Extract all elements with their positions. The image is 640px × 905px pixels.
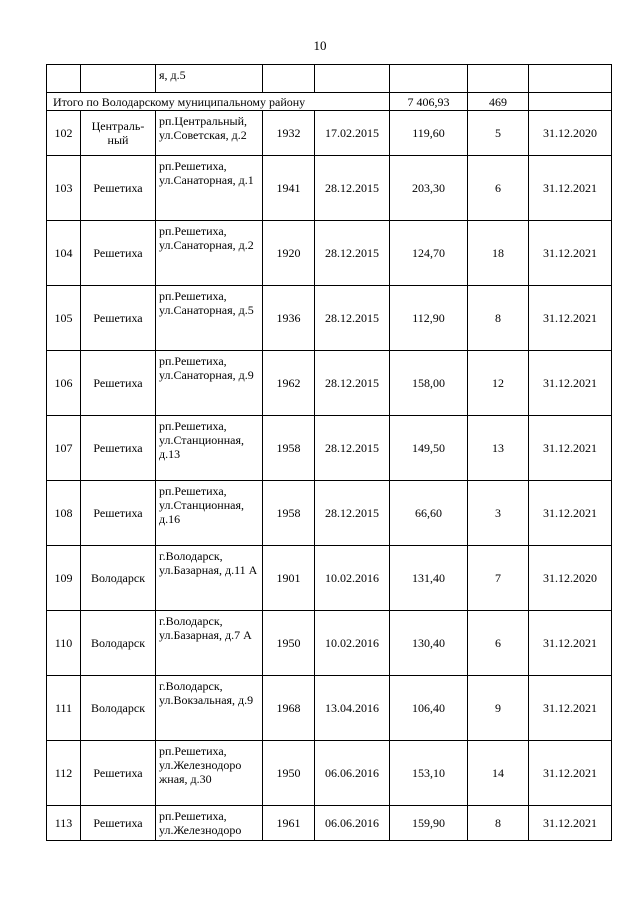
locality-cell: Решетиха: [81, 481, 156, 546]
locality-cell: Решетиха: [81, 156, 156, 221]
table-row: [47, 65, 612, 93]
address-cell: рп.Решетиха, ул.Санаторная, д.2: [156, 221, 263, 286]
locality-cell: Решетиха: [81, 416, 156, 481]
address-cell: я, д.5: [156, 65, 263, 93]
residents-cell: 5: [468, 111, 529, 156]
row-number-cell: 113: [47, 806, 81, 841]
locality-cell: Володарск: [81, 676, 156, 741]
total-row: [47, 93, 612, 111]
deadline-cell: 31.12.2020: [529, 111, 612, 156]
date-cell: 10.02.2016: [315, 611, 390, 676]
deadline-cell: 31.12.2021: [529, 351, 612, 416]
total-area: 7 406,93: [390, 93, 468, 111]
row-number-cell: 111: [47, 676, 81, 741]
deadline-cell: 31.12.2021: [529, 676, 612, 741]
date-cell: 28.12.2015: [315, 286, 390, 351]
residents-cell: 14: [468, 741, 529, 806]
residents-cell: 9: [468, 676, 529, 741]
address-cell: рп.Решетиха, ул.Санаторная, д.1: [156, 156, 263, 221]
total-label: Итого по Володарскому муниципальному району: [47, 93, 390, 111]
address-cell: г.Володарск, ул.Базарная, д.11 А: [156, 546, 263, 611]
date-cell: 06.06.2016: [315, 806, 390, 841]
table-row: [47, 221, 612, 286]
deadline-cell: 31.12.2021: [529, 221, 612, 286]
deadline-cell: 31.12.2020: [529, 546, 612, 611]
year-cell: 1961: [263, 806, 315, 841]
year-cell: 1932: [263, 111, 315, 156]
locality-cell: Решетиха: [81, 351, 156, 416]
row-number-cell: 108: [47, 481, 81, 546]
deadline-cell: 31.12.2021: [529, 611, 612, 676]
residents-cell: 6: [468, 156, 529, 221]
locality-cell: Решетиха: [81, 741, 156, 806]
locality-cell: Централь-ный: [81, 111, 156, 156]
row-number-cell: 110: [47, 611, 81, 676]
locality-cell: Решетиха: [81, 221, 156, 286]
date-cell: 28.12.2015: [315, 351, 390, 416]
residents-cell: 8: [468, 286, 529, 351]
year-cell: 1950: [263, 741, 315, 806]
residents-cell: 7: [468, 546, 529, 611]
housing-table: [46, 64, 612, 841]
table-row: [47, 416, 612, 481]
deadline-cell: 31.12.2021: [529, 741, 612, 806]
total-residents: 469: [468, 93, 529, 111]
area-cell: 153,10: [390, 741, 468, 806]
address-cell: рп.Решетиха, ул.Санаторная, д.9: [156, 351, 263, 416]
address-cell: рп.Решетиха, ул.Железнодоро жная, д.30: [156, 741, 263, 806]
table-row: [47, 546, 612, 611]
year-cell: 1920: [263, 221, 315, 286]
year-cell: 1958: [263, 416, 315, 481]
residents-cell: 6: [468, 611, 529, 676]
year-cell: 1901: [263, 546, 315, 611]
table-row: [47, 351, 612, 416]
locality-cell: Володарск: [81, 546, 156, 611]
locality-cell: Решетиха: [81, 286, 156, 351]
deadline-cell: 31.12.2021: [529, 286, 612, 351]
year-cell: 1962: [263, 351, 315, 416]
table-row: [47, 156, 612, 221]
date-cell: 28.12.2015: [315, 481, 390, 546]
table-row: [47, 286, 612, 351]
deadline-cell: 31.12.2021: [529, 806, 612, 841]
table-row: [47, 611, 612, 676]
table-row: [47, 481, 612, 546]
table-row: [47, 676, 612, 741]
year-cell: 1936: [263, 286, 315, 351]
locality-cell: Решетиха: [81, 806, 156, 841]
area-cell: 159,90: [390, 806, 468, 841]
address-cell: г.Володарск, ул.Базарная, д.7 А: [156, 611, 263, 676]
date-cell: 28.12.2015: [315, 156, 390, 221]
address-cell: рп.Решетиха, ул.Железнодоро: [156, 806, 263, 841]
table-row: [47, 741, 612, 806]
residents-cell: 12: [468, 351, 529, 416]
area-cell: 119,60: [390, 111, 468, 156]
address-cell: рп.Решетиха, ул.Санаторная, д.5: [156, 286, 263, 351]
area-cell: 149,50: [390, 416, 468, 481]
address-cell: рп.Решетиха, ул.Станционная, д.13: [156, 416, 263, 481]
row-number-cell: 109: [47, 546, 81, 611]
locality-cell: Володарск: [81, 611, 156, 676]
row-number-cell: 107: [47, 416, 81, 481]
row-number-cell: 104: [47, 221, 81, 286]
area-cell: 203,30: [390, 156, 468, 221]
date-cell: 06.06.2016: [315, 741, 390, 806]
deadline-cell: 31.12.2021: [529, 416, 612, 481]
area-cell: 106,40: [390, 676, 468, 741]
row-number-cell: 102: [47, 111, 81, 156]
table-row: [47, 806, 612, 841]
year-cell: 1941: [263, 156, 315, 221]
row-number-cell: 105: [47, 286, 81, 351]
area-cell: 66,60: [390, 481, 468, 546]
residents-cell: 13: [468, 416, 529, 481]
address-cell: рп.Решетиха, ул.Станционная, д.16: [156, 481, 263, 546]
residents-cell: 18: [468, 221, 529, 286]
address-cell: рп.Центральный, ул.Советская, д.2: [156, 111, 263, 156]
date-cell: 10.02.2016: [315, 546, 390, 611]
deadline-cell: 31.12.2021: [529, 481, 612, 546]
row-number-cell: 112: [47, 741, 81, 806]
date-cell: 17.02.2015: [315, 111, 390, 156]
area-cell: 112,90: [390, 286, 468, 351]
area-cell: 124,70: [390, 221, 468, 286]
row-number-cell: 106: [47, 351, 81, 416]
year-cell: 1950: [263, 611, 315, 676]
table-row: [47, 111, 612, 156]
year-cell: 1958: [263, 481, 315, 546]
date-cell: 28.12.2015: [315, 221, 390, 286]
area-cell: 131,40: [390, 546, 468, 611]
page-number: 10: [313, 38, 327, 53]
year-cell: 1968: [263, 676, 315, 741]
area-cell: 130,40: [390, 611, 468, 676]
area-cell: 158,00: [390, 351, 468, 416]
residents-cell: 3: [468, 481, 529, 546]
date-cell: 13.04.2016: [315, 676, 390, 741]
date-cell: 28.12.2015: [315, 416, 390, 481]
deadline-cell: 31.12.2021: [529, 156, 612, 221]
residents-cell: 8: [468, 806, 529, 841]
address-cell: г.Володарск, ул.Вокзальная, д.9: [156, 676, 263, 741]
row-number-cell: 103: [47, 156, 81, 221]
